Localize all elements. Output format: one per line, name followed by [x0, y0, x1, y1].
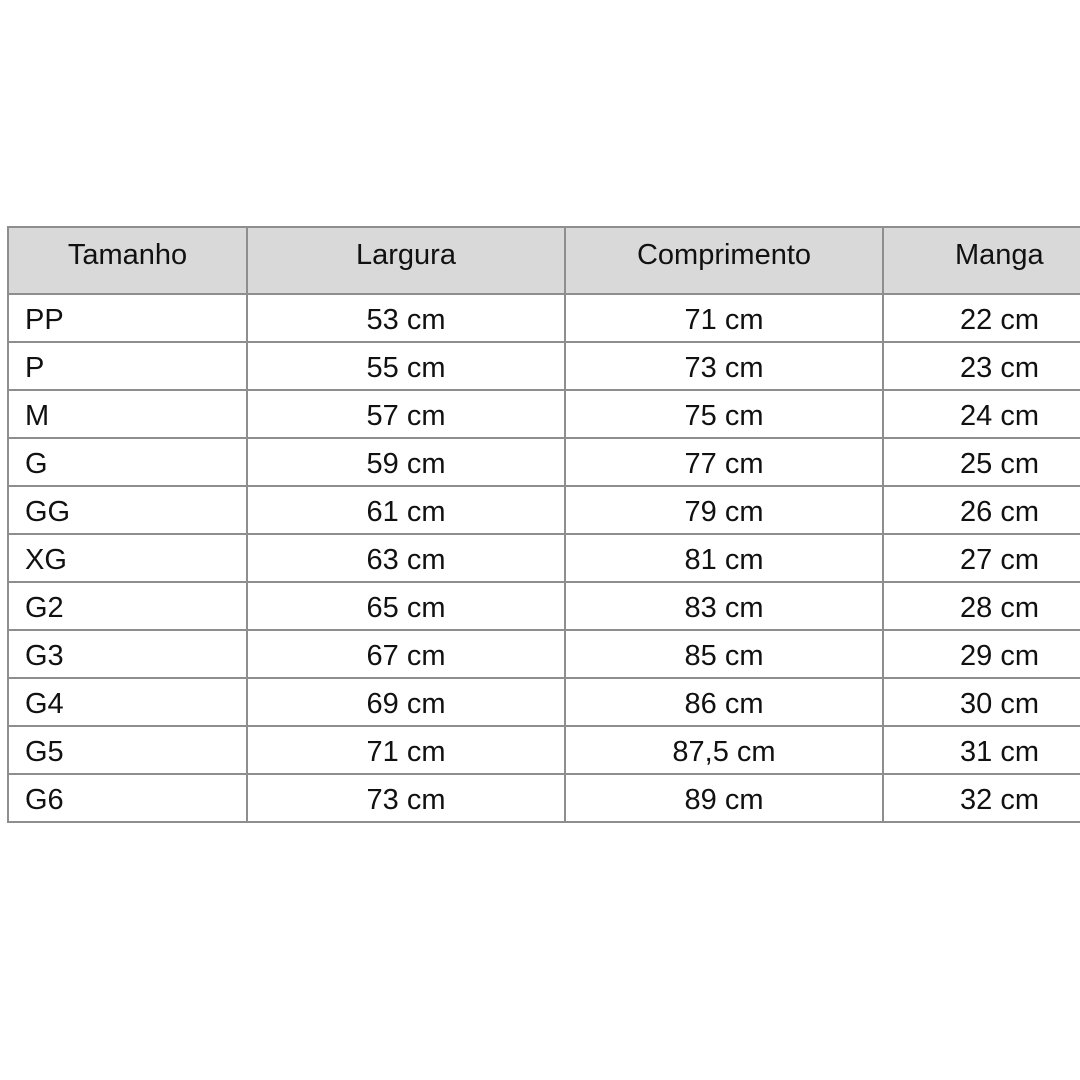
manga-cell: 32 cm [883, 774, 1080, 822]
comprimento-cell: 75 cm [565, 390, 883, 438]
manga-cell: 25 cm [883, 438, 1080, 486]
comprimento-cell: 89 cm [565, 774, 883, 822]
size-cell: G5 [8, 726, 247, 774]
size-chart-body [8, 294, 1080, 822]
manga-cell: 31 cm [883, 726, 1080, 774]
header-largura: Largura [247, 227, 565, 294]
comprimento-cell: 71 cm [565, 294, 883, 342]
table-row [8, 726, 1080, 774]
largura-cell: 73 cm [247, 774, 565, 822]
largura-cell: 61 cm [247, 486, 565, 534]
table-row [8, 534, 1080, 582]
header-row [8, 227, 1080, 294]
size-cell: G4 [8, 678, 247, 726]
comprimento-cell: 77 cm [565, 438, 883, 486]
table-row [8, 486, 1080, 534]
comprimento-cell: 83 cm [565, 582, 883, 630]
size-chart-table [7, 226, 1080, 823]
table-row [8, 582, 1080, 630]
size-chart-header [8, 227, 1080, 294]
comprimento-cell: 73 cm [565, 342, 883, 390]
largura-cell: 67 cm [247, 630, 565, 678]
largura-cell: 57 cm [247, 390, 565, 438]
largura-cell: 63 cm [247, 534, 565, 582]
size-cell: G2 [8, 582, 247, 630]
header-comprimento: Comprimento [565, 227, 883, 294]
size-cell: G [8, 438, 247, 486]
header-tamanho: Tamanho [8, 227, 247, 294]
size-cell: P [8, 342, 247, 390]
table-row [8, 630, 1080, 678]
comprimento-cell: 86 cm [565, 678, 883, 726]
size-cell: GG [8, 486, 247, 534]
manga-cell: 22 cm [883, 294, 1080, 342]
size-cell: PP [8, 294, 247, 342]
largura-cell: 59 cm [247, 438, 565, 486]
manga-cell: 23 cm [883, 342, 1080, 390]
manga-cell: 29 cm [883, 630, 1080, 678]
table-row [8, 774, 1080, 822]
largura-cell: 69 cm [247, 678, 565, 726]
comprimento-cell: 87,5 cm [565, 726, 883, 774]
size-cell: G3 [8, 630, 247, 678]
size-cell: G6 [8, 774, 247, 822]
largura-cell: 55 cm [247, 342, 565, 390]
size-cell: XG [8, 534, 247, 582]
manga-cell: 24 cm [883, 390, 1080, 438]
comprimento-cell: 81 cm [565, 534, 883, 582]
comprimento-cell: 79 cm [565, 486, 883, 534]
largura-cell: 65 cm [247, 582, 565, 630]
manga-cell: 26 cm [883, 486, 1080, 534]
manga-cell: 28 cm [883, 582, 1080, 630]
header-manga: Manga [883, 227, 1080, 294]
largura-cell: 53 cm [247, 294, 565, 342]
comprimento-cell: 85 cm [565, 630, 883, 678]
table-row [8, 342, 1080, 390]
manga-cell: 27 cm [883, 534, 1080, 582]
table-row [8, 294, 1080, 342]
table-row [8, 438, 1080, 486]
largura-cell: 71 cm [247, 726, 565, 774]
table-row [8, 678, 1080, 726]
size-cell: M [8, 390, 247, 438]
manga-cell: 30 cm [883, 678, 1080, 726]
table-row [8, 390, 1080, 438]
